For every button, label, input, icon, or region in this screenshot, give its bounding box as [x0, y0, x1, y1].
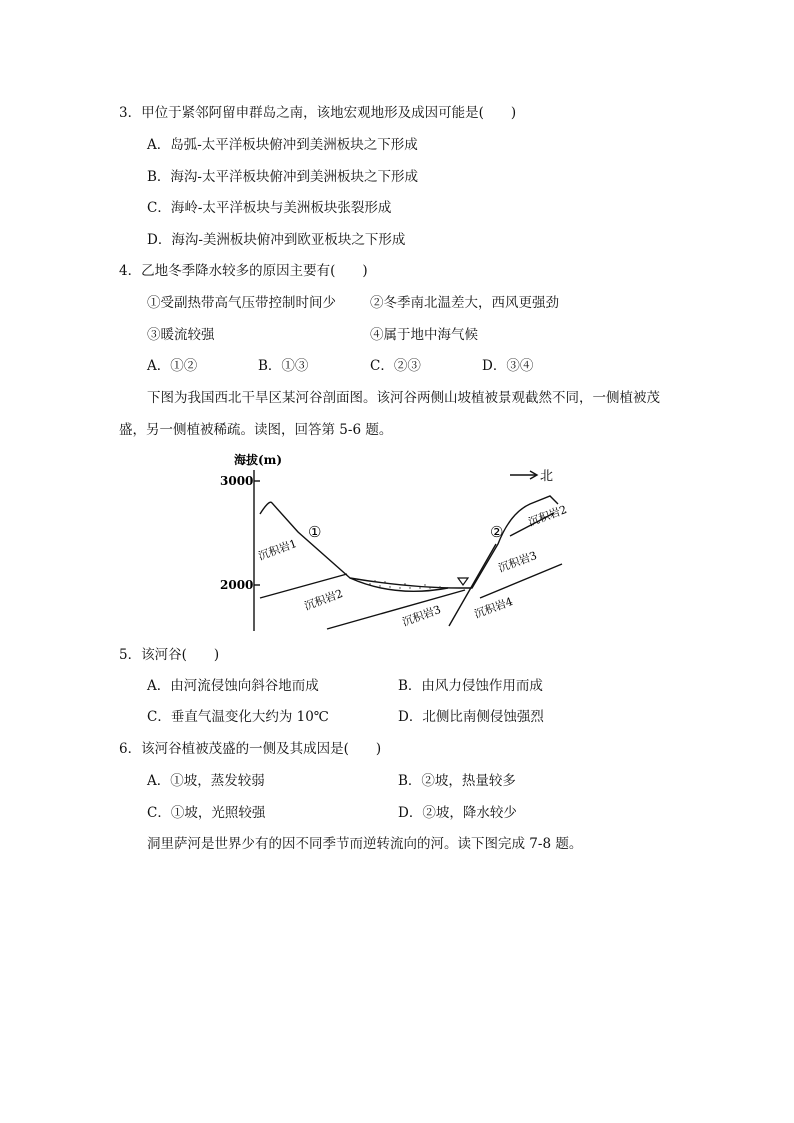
q5-option-c: C．垂直气温变化大约为 10℃ [147, 709, 329, 725]
slope2-marker: ② [490, 523, 504, 541]
north-label: 北 [540, 469, 554, 484]
intro56-line2: 盛，另一侧植被稀疏。读图，回答第 5-6 题。 [119, 422, 393, 438]
q5-stem: 5．该河谷( ) [119, 647, 220, 663]
q4-option-b: B．①③ [258, 358, 309, 374]
q4-statement-1: ①受副热带高气压带控制时间少 [147, 295, 336, 311]
tick-3000-label: 3000 [220, 474, 254, 488]
q3-option-a: A．岛弧-太平洋板块俯冲到美洲板块之下形成 [147, 137, 418, 153]
valley-profile-figure [210, 448, 580, 634]
rock2-left-label: 沉积岩2 [302, 586, 345, 613]
intro56-line1: 下图为我国西北干旱区某河谷剖面图。该河谷两侧山坡植被景观截然不同，一侧植被茂 [147, 390, 660, 406]
boundary-rock3-rock4 [480, 564, 562, 598]
rock3-right-label: 沉积岩3 [496, 548, 539, 575]
q4-option-c: C．②③ [370, 358, 421, 374]
q4-statement-4: ④属于地中海气候 [370, 327, 478, 343]
q5-option-a: A．由河流侵蚀向斜谷地而成 [147, 678, 319, 694]
q3-option-d: D．海沟-美洲板块俯冲到欧亚板块之下形成 [147, 232, 406, 248]
water-level-icon [458, 578, 468, 585]
q6-option-b: B．②坡，热量较多 [398, 773, 516, 789]
surface-profile [260, 496, 558, 588]
q5-option-d: D．北侧比南侧侵蚀强烈 [398, 709, 544, 725]
rock4-label: 沉积岩4 [472, 594, 515, 621]
q3-option-c: C．海岭-太平洋板块与美洲板块张裂形成 [147, 200, 392, 216]
q3-stem: 3．甲位于紧邻阿留申群岛之南，该地宏观地形及成因可能是( ) [119, 105, 517, 121]
q4-option-d: D．③④ [482, 358, 534, 374]
q5-option-b: B．由风力侵蚀作用而成 [398, 678, 543, 694]
q4-statement-2: ②冬季南北温差大，西风更强劲 [370, 295, 559, 311]
q6-option-a: A．①坡，蒸发较弱 [147, 773, 265, 789]
intro78: 洞里萨河是世界少有的因不同季节而逆转流向的河。读下图完成 7-8 题。 [147, 836, 583, 852]
q6-option-c: C．①坡，光照较强 [147, 805, 266, 821]
q3-option-b: B．海沟-太平洋板块俯冲到美洲板块之下形成 [147, 169, 418, 185]
q6-option-d: D．②坡，降水较少 [398, 805, 517, 821]
tick-2000-label: 2000 [220, 578, 254, 592]
q4-stem: 4．乙地冬季降水较多的原因主要有( ) [119, 263, 368, 279]
q4-option-a: A．①② [147, 358, 198, 374]
q6-stem: 6．该河谷植被茂盛的一侧及其成因是( ) [119, 741, 382, 757]
boundary-rock2-rock3 [327, 590, 465, 629]
rock2-right-label: 沉积岩2 [526, 502, 569, 529]
y-axis-label: 海拔(m) [234, 453, 283, 467]
rock1-label: 沉积岩1 [256, 536, 299, 563]
q4-statement-3: ③暖流较强 [147, 327, 215, 343]
slope1-marker: ① [308, 523, 322, 541]
rock3-bottom-label: 沉积岩3 [400, 602, 443, 629]
